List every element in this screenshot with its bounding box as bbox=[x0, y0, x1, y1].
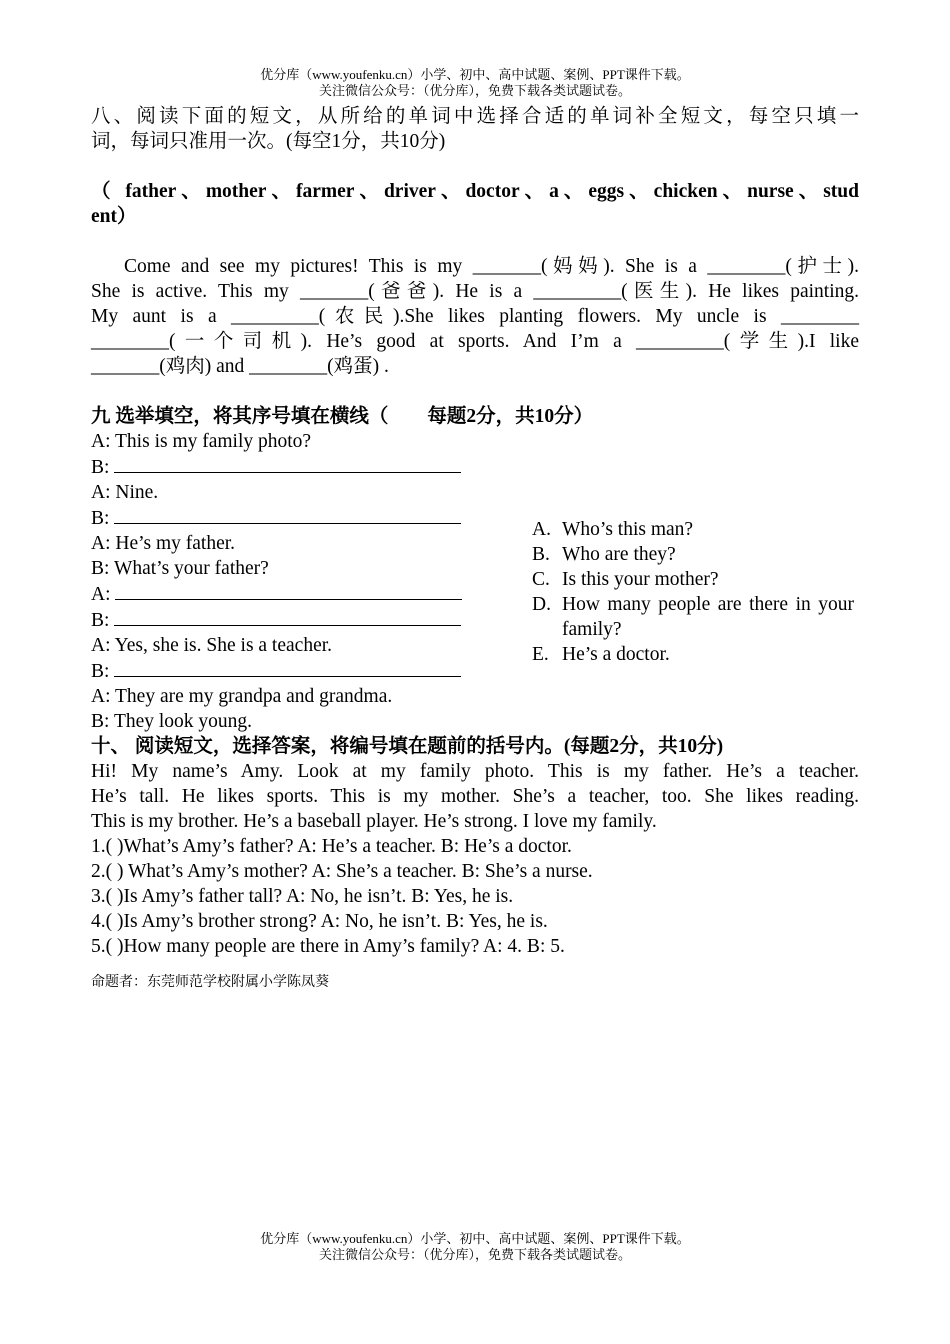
dialog-text: B: What’s your father? bbox=[91, 558, 269, 579]
option-text: Who are they? bbox=[562, 544, 676, 565]
option-key: B. bbox=[532, 544, 550, 565]
dialog-text: B: bbox=[91, 508, 115, 529]
footer-line-1: 优分库（www.youfenku.cn）小学、初中、高中试题、案例、PPT课件下载。 bbox=[260, 1231, 690, 1246]
option-item bbox=[532, 567, 854, 592]
dialog-line bbox=[91, 454, 471, 480]
answer-blank[interactable] bbox=[114, 505, 461, 524]
question-1: 1.( )What’s Amy’s father? A: He’s a teacher. B: He’s a doctor. bbox=[91, 836, 572, 857]
reading-line-1: Hi! My name’s Amy. Look at my family photo. This is my father. He’s a teacher. bbox=[91, 761, 859, 782]
passage-line-1: Come and see my pictures! This is my _______(妈妈). She is a ________(护士). bbox=[124, 256, 859, 277]
dialog-line bbox=[91, 429, 471, 454]
dialog-text: B: bbox=[91, 457, 115, 478]
passage-line-2: She is active. This my _______(爸爸). He is a _________(医生). He likes painting. bbox=[91, 281, 859, 302]
answer-blank[interactable] bbox=[114, 454, 461, 473]
section-10-title: 十、 阅读短文，选择答案，将编号填在题前的括号内。(每题2分，共10分) bbox=[91, 736, 724, 757]
dialog-line bbox=[91, 556, 471, 581]
option-item bbox=[532, 642, 854, 667]
section-9-title: 九 选举填空，将其序号填在横线（ 每题2分，共10分） bbox=[91, 406, 594, 427]
dialog-text: A: bbox=[91, 584, 116, 605]
dialog-text: A: Nine. bbox=[91, 482, 159, 503]
option-text: How many people are there in your family? bbox=[562, 594, 854, 640]
section-8 bbox=[91, 104, 859, 404]
option-text: Is this your mother? bbox=[562, 569, 719, 590]
page-footer bbox=[0, 1231, 950, 1263]
dialog-text: A: Yes, she is. She is a teacher. bbox=[91, 635, 333, 656]
dialog-line bbox=[91, 480, 471, 505]
dialog-text: A: He’s my father. bbox=[91, 533, 236, 554]
option-item bbox=[532, 517, 854, 542]
answer-blank[interactable] bbox=[114, 607, 461, 626]
dialog-text: A: They are my grandpa and grandma. bbox=[91, 686, 393, 707]
options-list bbox=[532, 517, 854, 667]
dialog-line bbox=[91, 709, 471, 734]
option-text: Who’s this man? bbox=[562, 519, 694, 540]
question-5: 5.( )How many people are there in Amy’s family? A: 4. B: 5. bbox=[91, 936, 565, 957]
word-bank-line-1: （ father、mother、farmer、driver、doctor、a、eggs、chicken、nurse、stud bbox=[91, 181, 859, 202]
section-10 bbox=[91, 734, 859, 959]
answer-blank[interactable] bbox=[115, 581, 462, 600]
reading-line-3: This is my brother. He’s a baseball player. He’s strong. I love my family. bbox=[91, 811, 657, 832]
option-key: D. bbox=[532, 594, 551, 615]
passage-line-5: _______(鸡肉) and ________(鸡蛋) . bbox=[91, 356, 389, 377]
option-item bbox=[532, 542, 854, 567]
dialog-line bbox=[91, 505, 471, 531]
exam-body bbox=[91, 104, 859, 993]
question-2: 2.( ) What’s Amy’s mother? A: She’s a teacher. B: She’s a nurse. bbox=[91, 861, 593, 882]
dialog-line bbox=[91, 658, 471, 684]
passage-line-4: ________(一个司机). He’s good at sports. And I’m a _________(学生).I like bbox=[91, 331, 859, 352]
dialog-text: B: bbox=[91, 610, 115, 631]
footer-line-2: 关注微信公众号：（优分库），免费下载各类试题试卷。 bbox=[318, 1247, 631, 1262]
header-line-2: 关注微信公众号：（优分库），免费下载各类试题试卷。 bbox=[318, 83, 631, 98]
question-4: 4.( )Is Amy’s brother strong? A: No, he isn’t. B: Yes, he is. bbox=[91, 911, 548, 932]
dialog-text: B: bbox=[91, 661, 115, 682]
dialog-list bbox=[91, 429, 471, 734]
word-bank-line-2: ent） bbox=[91, 206, 137, 227]
dialog-text: A: This is my family photo? bbox=[91, 431, 312, 452]
section-9 bbox=[91, 404, 859, 734]
option-text: He’s a doctor. bbox=[562, 644, 670, 665]
dialog-area bbox=[91, 429, 859, 734]
author-credit: 命题者：东莞师范学校附属小学陈凤葵 bbox=[91, 975, 329, 990]
page-header bbox=[0, 67, 950, 99]
answer-blank[interactable] bbox=[114, 658, 461, 677]
section-8-title-line-1: 八、阅读下面的短文，从所给的单词中选择合适的单词补全短文，每空只填一 bbox=[91, 106, 859, 127]
option-item bbox=[532, 592, 854, 642]
reading-line-2: He’s tall. He likes sports. This is my mother. She’s a teacher, too. She likes reading. bbox=[91, 786, 859, 807]
dialog-line bbox=[91, 607, 471, 633]
option-key: A. bbox=[532, 519, 551, 540]
option-key: E. bbox=[532, 644, 549, 665]
question-3: 3.( )Is Amy’s father tall? A: No, he isn’t. B: Yes, he is. bbox=[91, 886, 514, 907]
passage-line-3: My aunt is a _________(农民).She likes planting flowers. My uncle is ________ bbox=[91, 306, 859, 327]
header-line-1: 优分库（www.youfenku.cn）小学、初中、高中试题、案例、PPT课件下载。 bbox=[260, 67, 690, 82]
dialog-line bbox=[91, 531, 471, 556]
dialog-line bbox=[91, 684, 471, 709]
dialog-line bbox=[91, 633, 471, 658]
dialog-line bbox=[91, 581, 471, 607]
dialog-text: B: They look young. bbox=[91, 711, 253, 732]
option-key: C. bbox=[532, 569, 550, 590]
section-8-title-line-2: 词，每词只准用一次。(每空1分，共10分) bbox=[91, 131, 446, 152]
